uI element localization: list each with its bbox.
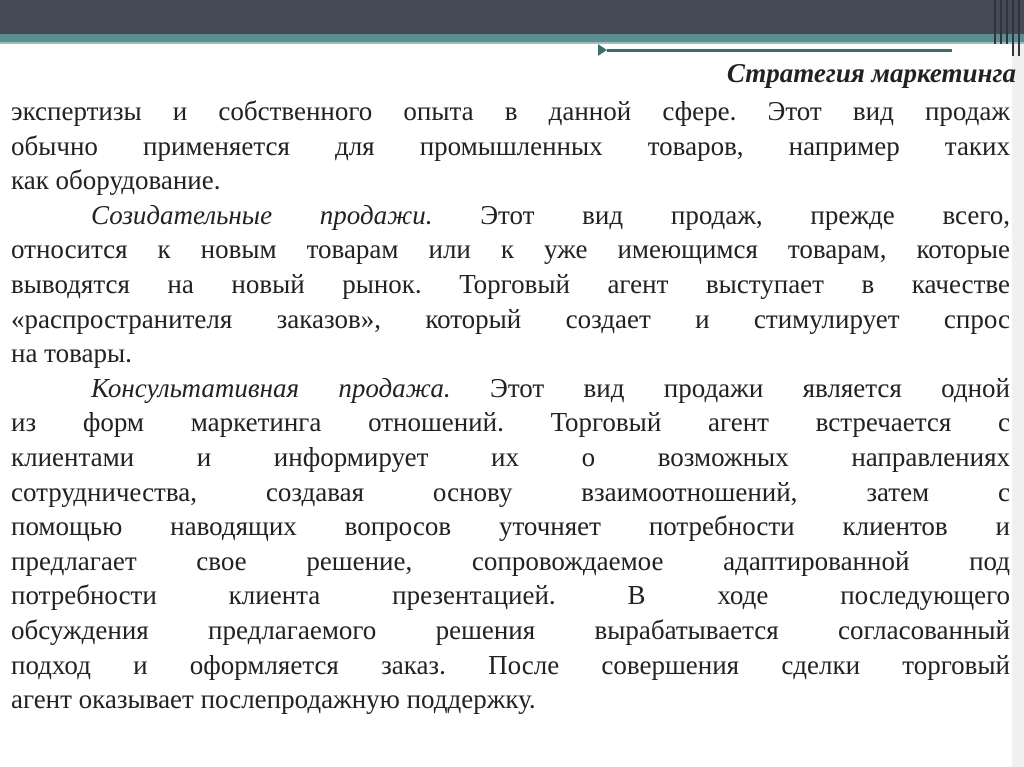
paragraph-3-line-9: подход и оформляется заказ. После совершения сделки торговый [11,649,1010,680]
paragraph-3-line-3: клиентами и информирует их о возможных направлениях [11,441,1010,472]
paragraph-3-line-2: из форм маркетинга отношений. Торговый агент встречается с [11,407,1010,438]
paragraph-3-line-6: предлагает свое решение, сопровождаемое адаптированной под [11,545,1010,576]
paragraph-2-line-3: выводятся на новый рынок. Торговый агент выступает в качестве [11,268,1010,299]
paragraph-3-line-7: потребности клиента презентацией. В ходе последующего [11,580,1010,611]
paragraph-2-line-2: относится к новым товарам или к уже имеющимся товарам, которые [11,234,1010,265]
paragraph-2-line-4: «распространителя заказов», который создает и стимулирует спрос [11,303,1010,334]
teal-stripe [0,34,1024,42]
paragraph-3-line-10: агент оказывает послепродажную поддержку. [11,684,536,715]
paragraph-1-line-2: обычно применяется для промышленных товаров, например таких [11,130,1010,161]
header-triangle-marker [598,44,607,56]
paragraph-3-lead: Консультативная продажа. [91,372,451,403]
paragraph-3-line-5: помощью наводящих вопросов уточняет потребности клиентов и [11,511,1010,542]
paragraph-2-line-5: на товары. [11,338,132,369]
top-decorative-band [0,0,1024,34]
paragraph-1-line-1: экспертизы и собственного опыта в данной сфере. Этот вид продаж [11,96,1010,126]
slide-title: Стратегия маркетинга [726,58,1016,88]
header-rule [607,49,952,52]
paragraph-3-line-1 [11,371,1010,406]
paragraph-3-line-8: обсуждения предлагаемого решения вырабатывается согласованный [11,614,1010,645]
slide-body [11,94,1010,717]
paragraph-3-line-4: сотрудничества, создавая основу взаимоотношений, затем с [11,476,1010,507]
paragraph-3-line-1-text: Этот вид продажи является одной [450,372,1010,403]
paragraph-1-line-3: как оборудование. [11,165,221,196]
paragraph-2-line-1 [11,198,1010,233]
paragraph-2-line-1-text: Этот вид продаж, прежде всего, [432,199,1011,230]
paragraph-2-lead: Созидательные продажи. [91,199,433,230]
